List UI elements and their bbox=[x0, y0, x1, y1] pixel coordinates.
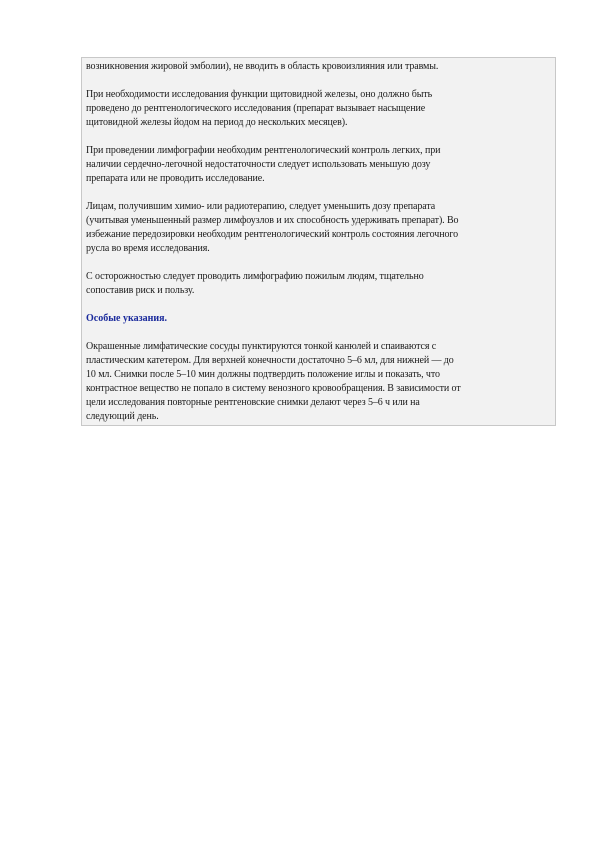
document-text-block bbox=[81, 57, 556, 426]
special-instructions-heading: Особые указания. bbox=[86, 313, 168, 324]
paragraph-fat-embolism: возникновения жировой эмболии), не вводить в область кровоизлияния или травмы. bbox=[86, 61, 439, 72]
paragraph-chemo-radio: Лицам, получившим химио- или радиотерапию, следует уменьшить дозу препарата (учитывая уменьшенный размер лимфоузлов и их способность удерживать препарат). Во избежание передозировки необходим рентгенологический контроль состояния легочного русла во время исследования. bbox=[86, 201, 459, 254]
paragraph-elderly: С осторожностью следует проводить лимфографию пожилым людям, тщательно сопоставив риск и пользу. bbox=[86, 271, 424, 296]
paragraph-special-instructions: Окрашенные лимфатические сосуды пунктируются тонкой канюлей и спаиваются с пластическим катетером. Для верхней конечности достаточно 5–6 мл, для нижней — до 10 мл. Снимки после 5–10 мин должны подтвердить положение иглы и показать, что контрастное вещество не попало в систему венозного кровообращения. В зависимости от цели исследования повторные рентгеновские снимки делают через 5–6 ч или на следующий день. bbox=[86, 341, 461, 422]
paragraph-lung-control: При проведении лимфографии необходим рентгенологический контроль легких, при наличии сердечно-легочной недостаточности следует использовать меньшую дозу препарата или не проводить исследование. bbox=[86, 145, 441, 184]
paragraph-thyroid: При необходимости исследования функции щитовидной железы, оно должно быть проведено до рентгенологического исследования (препарат вызывает насыщение щитовидной железы йодом на период до нескольких месяцев). bbox=[86, 89, 433, 128]
